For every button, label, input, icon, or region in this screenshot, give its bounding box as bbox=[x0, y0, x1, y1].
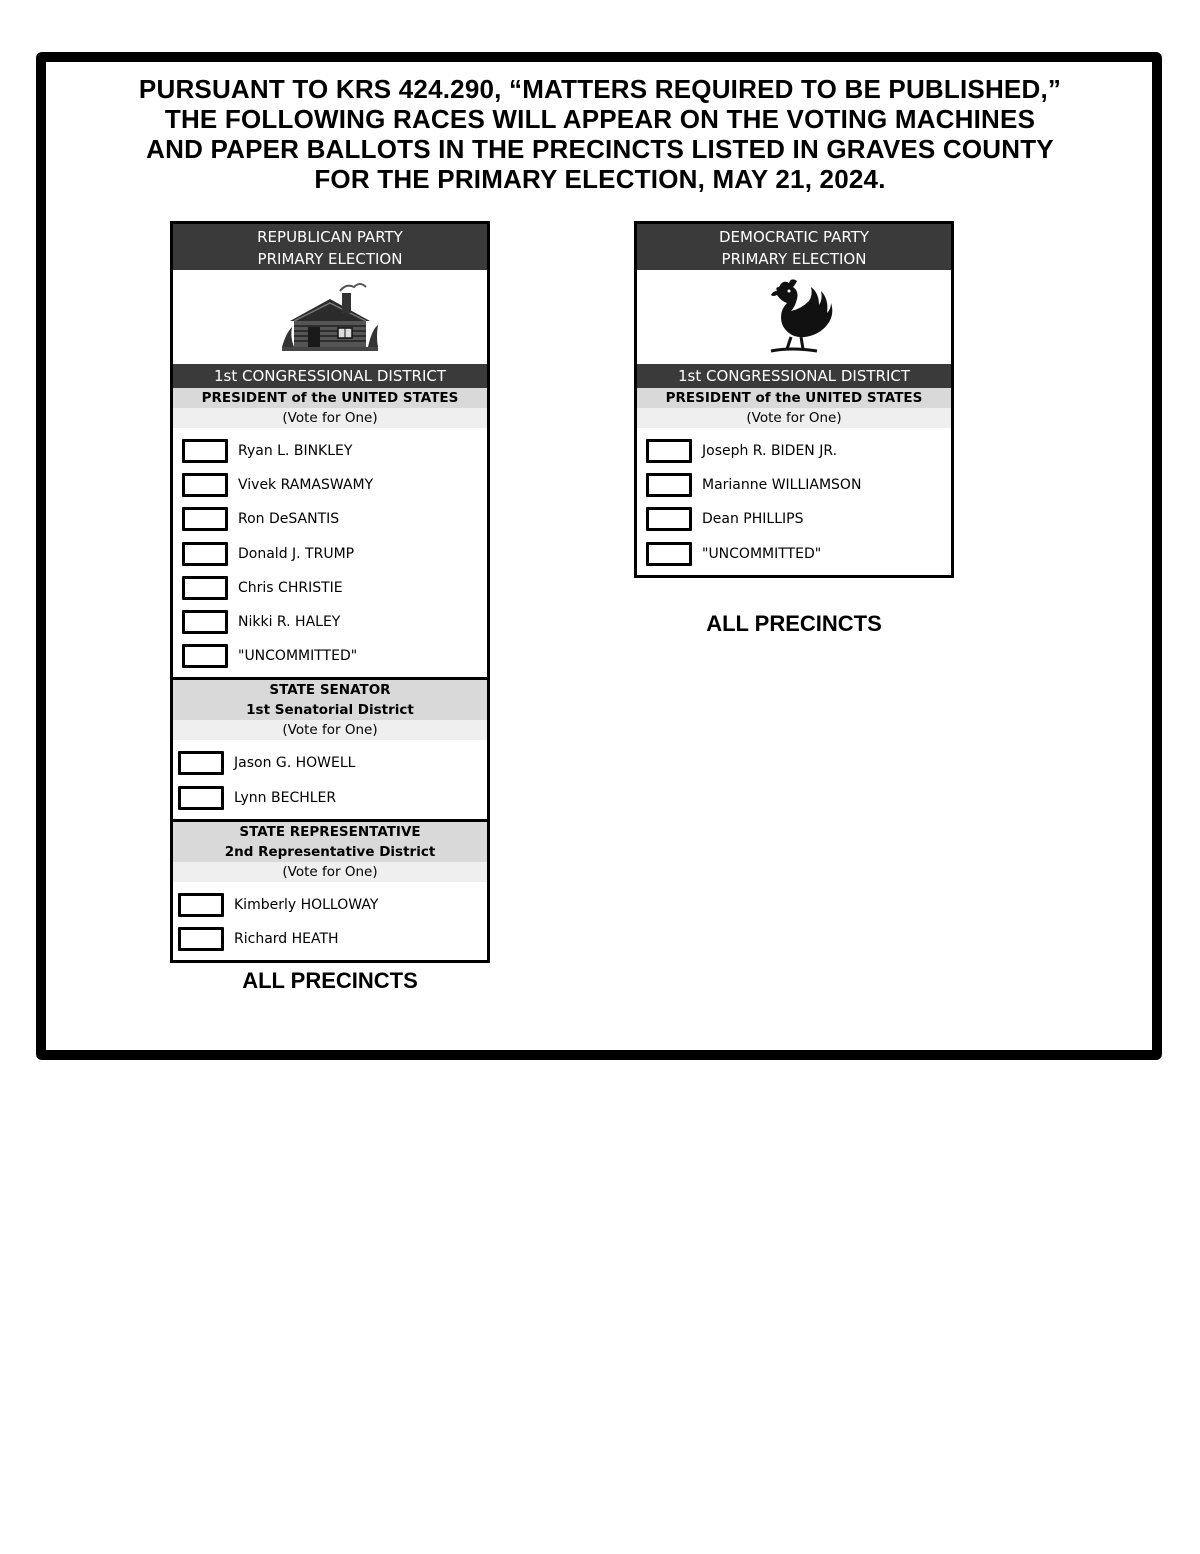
notice-line: THE FOLLOWING RACES WILL APPEAR ON THE VOTING MACHINES bbox=[164, 104, 1036, 134]
candidate-row bbox=[173, 434, 487, 468]
office-district: 2nd Representative District bbox=[224, 843, 436, 860]
candidate-name: "UNCOMMITTED" bbox=[238, 648, 358, 665]
election-type: PRIMARY ELECTION bbox=[257, 250, 403, 268]
congressional-district: 1st CONGRESSIONAL DISTRICT bbox=[173, 364, 487, 388]
party-header bbox=[637, 224, 951, 270]
office-title: STATE REPRESENTATIVE bbox=[239, 823, 421, 840]
candidate-name: Jason G. HOWELL bbox=[234, 755, 356, 772]
notice-line: PURSUANT TO KRS 424.290, “MATTERS REQUIRED TO BE PUBLISHED,” bbox=[138, 74, 1062, 104]
candidate-row bbox=[173, 746, 487, 780]
candidate-list bbox=[173, 882, 487, 960]
vote-checkbox[interactable] bbox=[182, 644, 228, 668]
candidate-list bbox=[173, 428, 487, 677]
party-name: REPUBLICAN PARTY bbox=[257, 228, 403, 246]
candidate-name: Donald J. TRUMP bbox=[238, 545, 355, 562]
candidate-list bbox=[637, 428, 951, 575]
candidate-row bbox=[173, 639, 487, 673]
vote-checkbox[interactable] bbox=[182, 610, 228, 634]
vote-checkbox[interactable] bbox=[178, 927, 224, 951]
democratic-ballot bbox=[634, 221, 954, 578]
vote-checkbox[interactable] bbox=[646, 542, 692, 566]
party-emblem bbox=[637, 270, 951, 364]
vote-checkbox[interactable] bbox=[182, 473, 228, 497]
party-name: DEMOCRATIC PARTY bbox=[719, 228, 869, 246]
notice-line: FOR THE PRIMARY ELECTION, MAY 21, 2024. bbox=[314, 164, 886, 194]
democratic-precincts-label: ALL PRECINCTS bbox=[706, 611, 882, 636]
candidate-name: Dean PHILLIPS bbox=[702, 511, 804, 528]
party-header bbox=[173, 224, 487, 270]
office-title: PRESIDENT of the UNITED STATES bbox=[665, 390, 923, 406]
congressional-district: 1st CONGRESSIONAL DISTRICT bbox=[637, 364, 951, 388]
election-type: PRIMARY ELECTION bbox=[721, 250, 867, 268]
race-office-state-representative bbox=[173, 819, 487, 862]
vote-for-instruction: (Vote for One) bbox=[173, 408, 487, 428]
candidate-name: Ron DeSANTIS bbox=[238, 511, 340, 528]
office-title: STATE SENATOR bbox=[269, 682, 391, 699]
vote-for-instruction: (Vote for One) bbox=[173, 720, 487, 740]
candidate-row bbox=[173, 781, 487, 815]
vote-checkbox[interactable] bbox=[646, 439, 692, 463]
vote-checkbox[interactable] bbox=[182, 576, 228, 600]
candidate-name: "UNCOMMITTED" bbox=[702, 545, 822, 562]
legal-notice-heading bbox=[60, 74, 1140, 194]
vote-checkbox[interactable] bbox=[178, 751, 224, 775]
candidate-name: Marianne WILLIAMSON bbox=[702, 477, 862, 494]
rooster-icon bbox=[749, 277, 839, 357]
race-office-president bbox=[637, 388, 951, 408]
candidate-row bbox=[173, 468, 487, 502]
vote-checkbox[interactable] bbox=[178, 786, 224, 810]
candidate-row bbox=[637, 502, 951, 536]
office-title: PRESIDENT of the UNITED STATES bbox=[201, 390, 459, 406]
vote-checkbox[interactable] bbox=[182, 507, 228, 531]
republican-ballot bbox=[170, 221, 490, 963]
candidate-row bbox=[173, 888, 487, 922]
candidate-row bbox=[173, 605, 487, 639]
candidate-name: Chris CHRISTIE bbox=[238, 579, 343, 596]
candidate-row bbox=[173, 571, 487, 605]
vote-checkbox[interactable] bbox=[646, 473, 692, 497]
vote-checkbox[interactable] bbox=[182, 439, 228, 463]
vote-checkbox[interactable] bbox=[178, 893, 224, 917]
candidate-name: Richard HEATH bbox=[234, 930, 339, 947]
candidate-row bbox=[637, 537, 951, 571]
republican-precincts-label: ALL PRECINCTS bbox=[242, 968, 418, 993]
candidate-name: Ryan L. BINKLEY bbox=[238, 443, 353, 460]
office-district: 1st Senatorial District bbox=[246, 702, 414, 719]
candidate-row bbox=[173, 537, 487, 571]
candidate-row bbox=[173, 502, 487, 536]
log-cabin-icon bbox=[280, 281, 380, 353]
race-office-state-senator bbox=[173, 677, 487, 720]
vote-checkbox[interactable] bbox=[646, 507, 692, 531]
notice-line: AND PAPER BALLOTS IN THE PRECINCTS LISTED IN GRAVES COUNTY bbox=[146, 134, 1054, 164]
candidate-name: Lynn BECHLER bbox=[234, 789, 337, 806]
candidate-row bbox=[637, 434, 951, 468]
candidate-name: Vivek RAMASWAMY bbox=[238, 477, 374, 494]
race-office-president bbox=[173, 388, 487, 408]
candidate-name: Kimberly HOLLOWAY bbox=[234, 896, 379, 913]
vote-for-instruction: (Vote for One) bbox=[637, 408, 951, 428]
candidate-name: Nikki R. HALEY bbox=[238, 614, 341, 631]
vote-checkbox[interactable] bbox=[182, 542, 228, 566]
candidate-row bbox=[173, 922, 487, 956]
candidate-row bbox=[637, 468, 951, 502]
party-emblem bbox=[173, 270, 487, 364]
vote-for-instruction: (Vote for One) bbox=[173, 862, 487, 882]
candidate-name: Joseph R. BIDEN JR. bbox=[702, 443, 838, 460]
candidate-list bbox=[173, 740, 487, 818]
